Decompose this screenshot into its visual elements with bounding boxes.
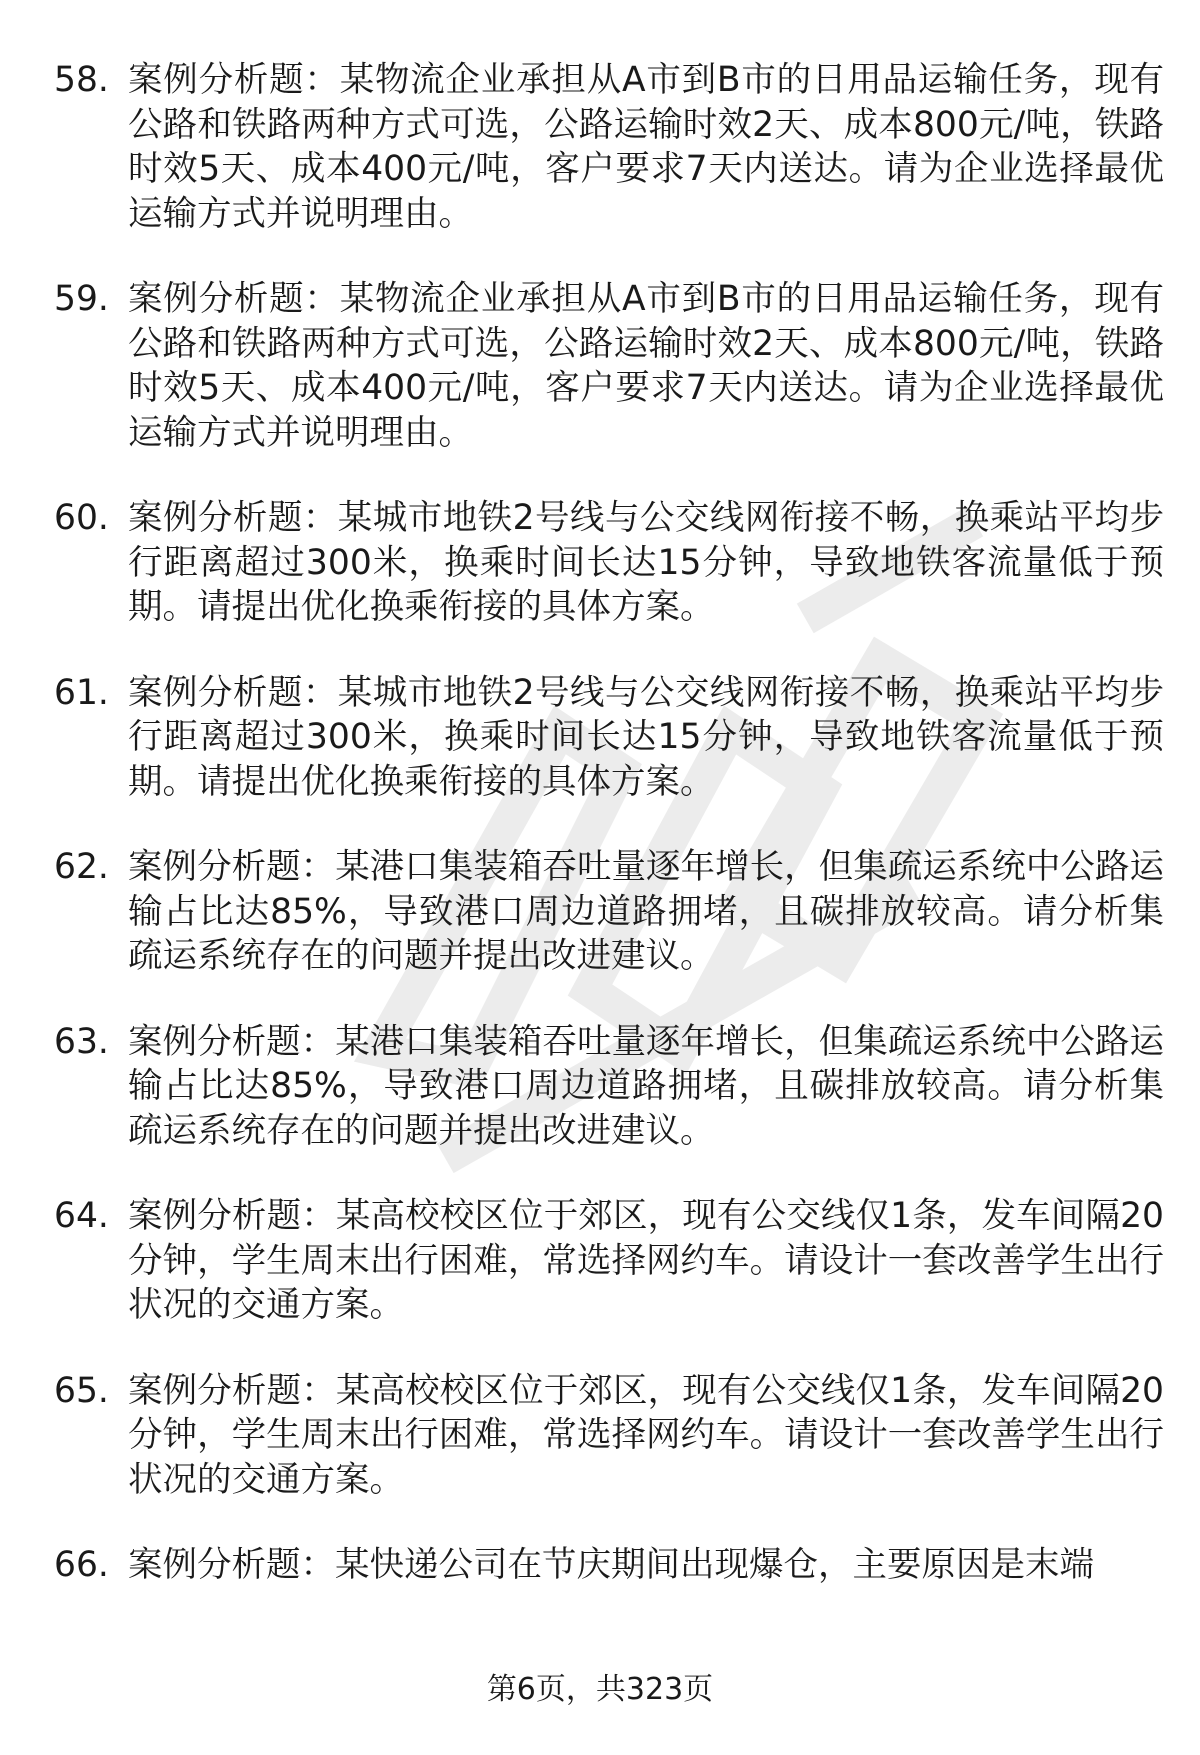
question-number: 58.: [54, 60, 109, 100]
question-text: 案例分析题：某城市地铁2号线与公交线网衔接不畅，换乘站平均步行距离超过300米，换乘时间长达15分钟，导致地铁客流量低于预期。请提出优化换乘衔接的具体方案。: [128, 498, 1164, 627]
question-text: 案例分析题：某港口集装箱吞吐量逐年增长，但集疏运系统中公路运输占比达85%，导致港口周边道路拥堵，且碳排放较高。请分析集疏运系统存在的问题并提出改进建议。: [128, 847, 1164, 976]
question-item: [0, 58, 1200, 236]
page-footer: 第6页，共323页: [486, 1672, 714, 1707]
question-item: [0, 1020, 1200, 1154]
question-item: [0, 277, 1200, 455]
question-number: 63.: [54, 1021, 109, 1062]
question-number: 64.: [54, 1196, 109, 1236]
question-text: 案例分析题：某物流企业承担从A市到B市的日用品运输任务，现有公路和铁路两种方式可选，公路运输时效2天、成本800元/吨，铁路时效5天、成本400元/吨，客户要求7天内送达。请为企业选择最优运输方式并说明理由。: [128, 279, 1164, 453]
question-text: 案例分析题：某快递公司在节庆期间出现爆仓，主要原因是末端: [128, 1545, 1094, 1585]
question-list: [0, 58, 1200, 1629]
question-item: [0, 845, 1200, 979]
question-item: [0, 1543, 1200, 1588]
question-item: [0, 496, 1200, 630]
question-text: 案例分析题：某高校校区位于郊区，现有公交线仅1条，发车间隔20分钟，学生周末出行困难，常选择网约车。请设计一套改善学生出行状况的交通方案。: [128, 1196, 1164, 1325]
question-text: 案例分析题：某物流企业承担从A市到B市的日用品运输任务，现有公路和铁路两种方式可选，公路运输时效2天、成本800元/吨，铁路时效5天、成本400元/吨，客户要求7天内送达。请为企业选择最优运输方式并说明理由。: [128, 60, 1164, 234]
question-number: 65.: [54, 1370, 109, 1411]
question-text: 案例分析题：某城市地铁2号线与公交线网衔接不畅，换乘站平均步行距离超过300米，换乘时间长达15分钟，导致地铁客流量低于预期。请提出优化换乘衔接的具体方案。: [128, 672, 1164, 802]
question-number: 66.: [54, 1545, 109, 1585]
question-text: 案例分析题：某港口集装箱吞吐量逐年增长，但集疏运系统中公路运输占比达85%，导致港口周边道路拥堵，且碳排放较高。请分析集疏运系统存在的问题并提出改进建议。: [128, 1021, 1164, 1151]
question-number: 62.: [54, 847, 109, 887]
question-item: [0, 671, 1200, 805]
question-item: [0, 1194, 1200, 1328]
question-number: 61.: [54, 672, 109, 713]
question-number: 60.: [54, 498, 109, 538]
question-number: 59.: [54, 279, 109, 319]
question-item: [0, 1369, 1200, 1503]
question-text: 案例分析题：某高校校区位于郊区，现有公交线仅1条，发车间隔20分钟，学生周末出行困难，常选择网约车。请设计一套改善学生出行状况的交通方案。: [128, 1370, 1164, 1500]
